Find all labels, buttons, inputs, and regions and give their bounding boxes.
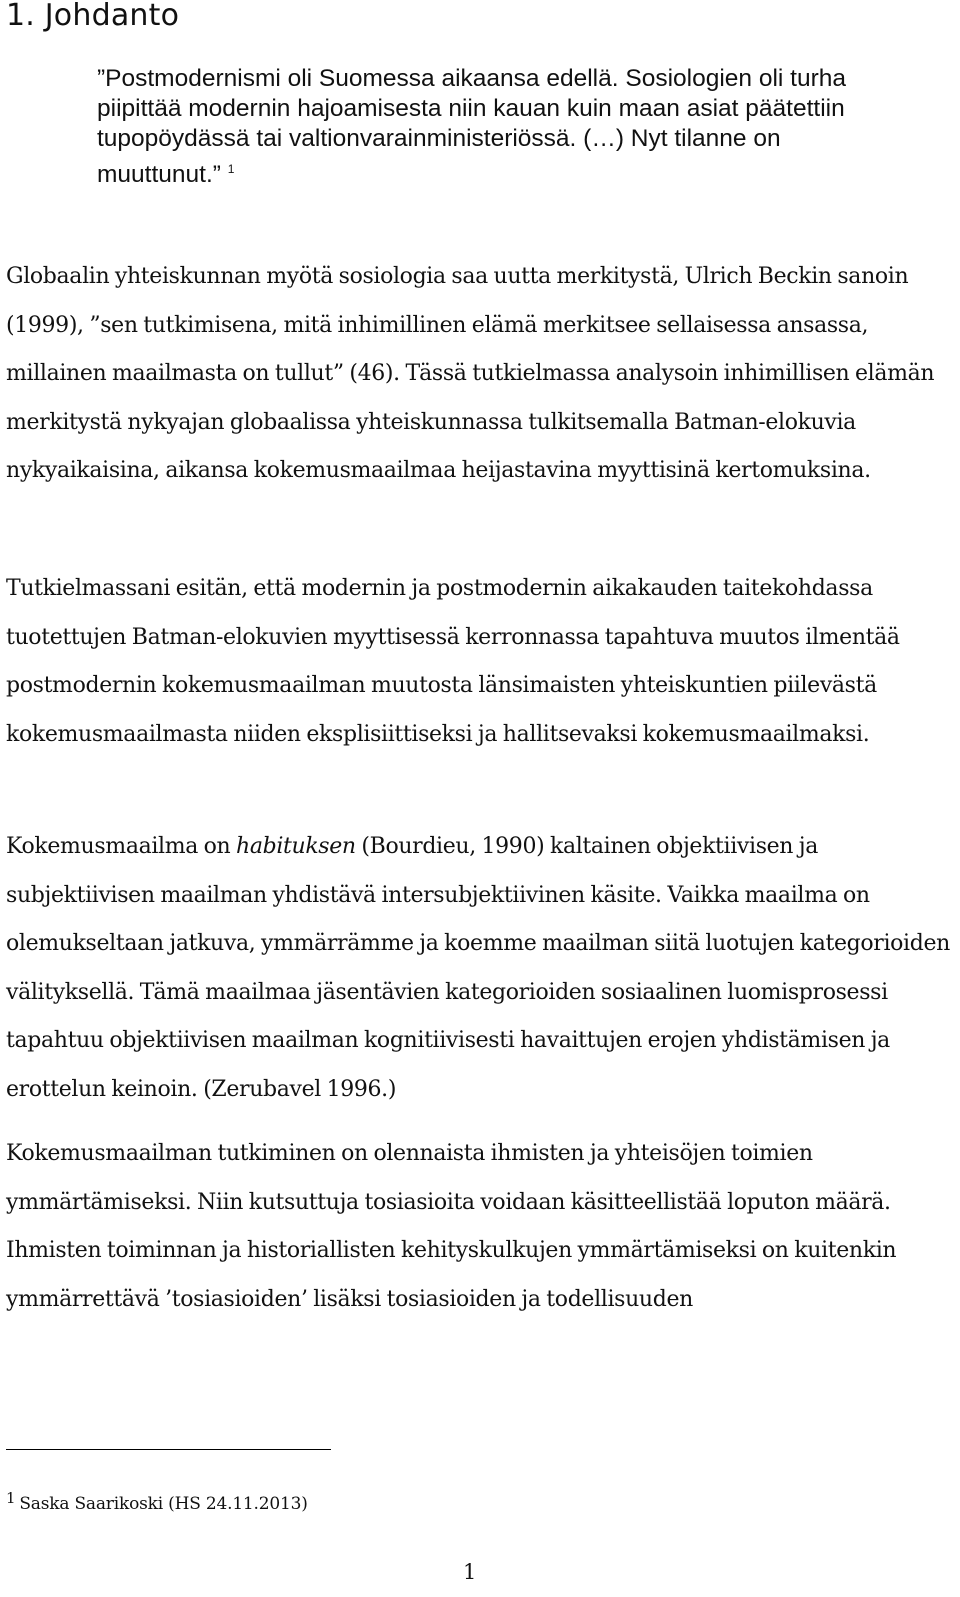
epigraph-quote xyxy=(97,64,857,190)
quote-text: ”Postmodernismi oli Suomessa aikaansa edellä. Sosiologien oli turha piipittää modernin hajoamisesta niin kauan kuin maan asiat päätettiin tupopöydässä tai valtionvarainministeriössä. (…) Nyt tilanne on muuttunut.” xyxy=(97,65,847,188)
paragraph-3 xyxy=(6,823,954,1114)
footnote-separator xyxy=(6,1449,331,1450)
footnote xyxy=(6,1489,308,1514)
paragraph-2: Tutkielmassani esitän, että modernin ja postmodernin aikakauden taitekohdassa tuotettujen Batman-elokuvien myyttisessä kerronnassa tapahtuva muutos ilmentää postmodernin kokemusmaailman muutosta länsimaisten yhteiskuntien piilevästä kokemusmaailmasta niiden eksplisiittiseksi ja hallitsevaksi kokemusmaailmaksi. xyxy=(6,576,900,747)
paragraph-3-rest: (Bourdieu, 1990) kaltainen objektiivisen ja subjektiivisen maailman yhdistävä intersubjektiivinen käsite. Vaikka maailma on olemukseltaan jatkuva, ymmärrämme ja koemme maailman siitä luotujen kategorioiden välityksellä. Tämä maailmaa jäsentävien kategorioiden sosiaalinen luomisprosessi tapahtuu objektiivisen maailman kognitiivisesti havaittujen erojen yhdistämisen ja erottelun keinoin. (Zerubavel 1996.) xyxy=(6,834,950,1102)
page-number: 1 xyxy=(463,1560,477,1584)
footnote-number: 1 xyxy=(6,1489,16,1507)
paragraph-3-start: Kokemusmaailma on xyxy=(6,834,237,859)
paragraph-4: Kokemusmaailman tutkiminen on olennaista ihmisten ja yhteisöjen toimien ymmärtämiseksi. Niin kutsuttuja tosiasioita voidaan käsitteellistää loputon määrä. Ihmisten toiminnan ja historiallisten kehityskulkujen ymmärtämiseksi on kuitenkin ymmärrettävä ’tosiasioiden’ lisäksi tosiasioiden ja todellisuuden xyxy=(6,1141,897,1312)
section-heading: 1. Johdanto xyxy=(6,0,180,33)
paragraph-1: Globaalin yhteiskunnan myötä sosiologia saa uutta merkitystä, Ulrich Beckin sanoin (1999), ”sen tutkimisena, mitä inhimillinen elämä merkitsee sellaisessa ansassa, millainen maailmasta on tullut” (46). Tässä tutkielmassa analysoin inhimillisen elämän merkitystä nykyajan globaalissa yhteiskunnassa tulkitsemalla Batman-elokuvia nykyaikaisina, aikansa kokemusmaailmaa heijastavina myyttisinä kertomuksina. xyxy=(6,264,935,483)
footnote-text: Saska Saarikoski (HS 24.11.2013) xyxy=(19,1494,308,1514)
quote-footnote-ref: 1 xyxy=(227,162,235,176)
paragraph-3-italic-term: habituksen xyxy=(236,834,356,859)
